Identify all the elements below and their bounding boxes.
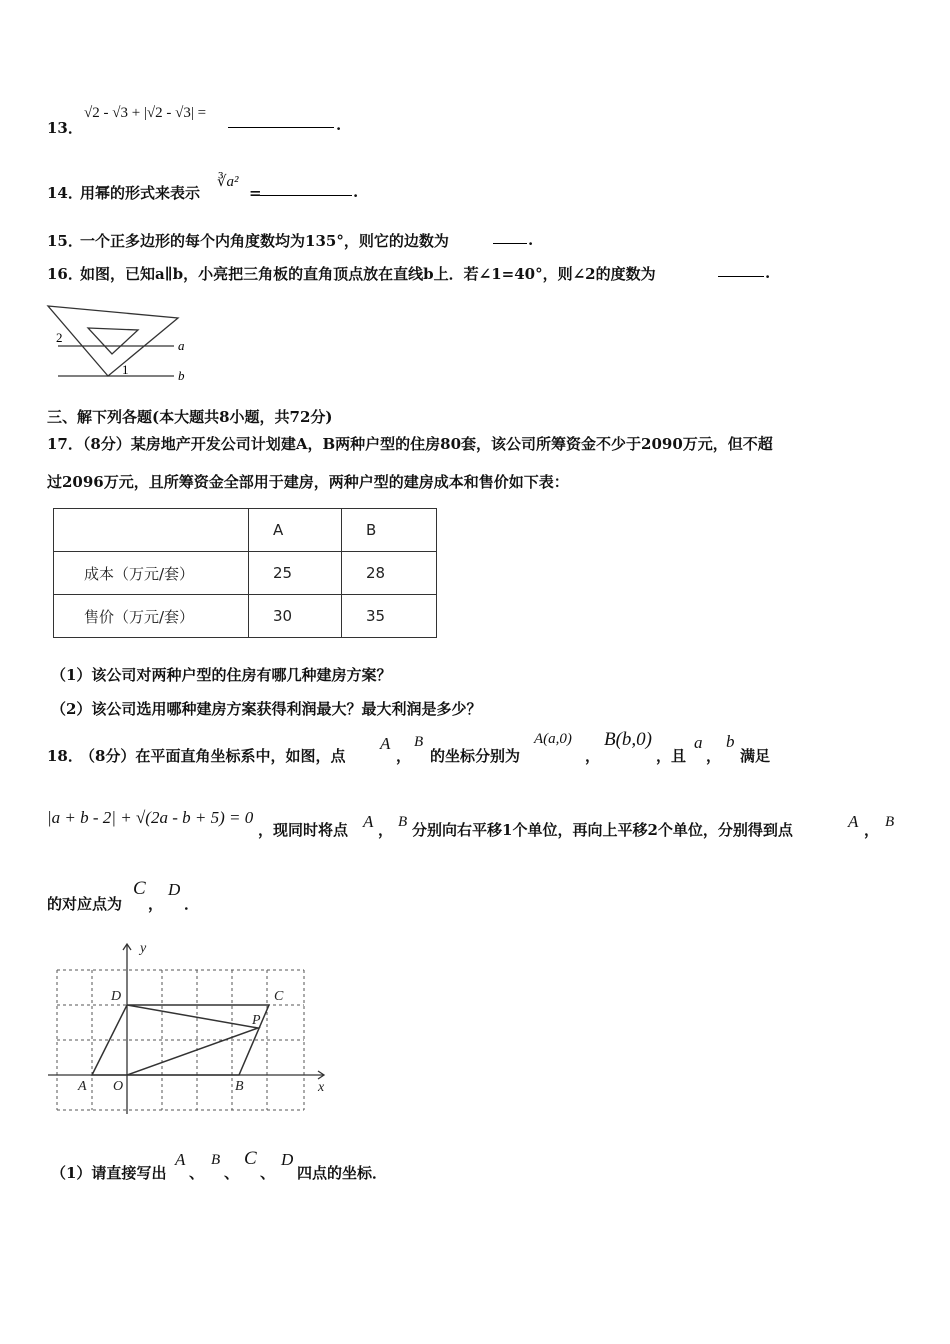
table-cell: 成本（万元/套） — [54, 552, 249, 595]
table-cell: 28 — [342, 552, 437, 595]
variable-b: b — [726, 732, 735, 751]
table-cell: 35 — [342, 595, 437, 638]
point-a-coordinate: A(a,0) — [534, 731, 572, 747]
point-b-symbol: B — [211, 1152, 221, 1168]
question-14-text: 用幂的形式来表示 — [80, 184, 201, 202]
question-18-text-1: （8分）在平面直角坐标系中，如图，点 — [80, 747, 346, 765]
point-a-symbol: A — [380, 734, 391, 753]
question-17-line-2: 过2096万元，且所筹资金全部用于建房，两种户型的建房成本和售价如下表： — [47, 473, 569, 491]
table-row-cost — [54, 552, 437, 595]
point-b-symbol: B — [414, 734, 424, 750]
question-18-text-2: 的坐标分别为 — [430, 747, 521, 765]
section-3-heading: 三、解下列各题(本大题共8小题，共72分) — [47, 408, 333, 426]
question-14-number: 14． — [47, 184, 83, 202]
question-15-number: 15． — [47, 232, 83, 250]
comma: ， — [706, 747, 722, 765]
table-header-b: B — [342, 509, 437, 552]
question-16-text: 如图，已知a∥b，小亮把三角板的直角顶点放在直线b上．若∠1=40°，则∠2的度数为 — [80, 265, 656, 283]
question-18-text-5: ，现同时将点 — [258, 821, 349, 839]
angle-2-label: 2 — [56, 330, 63, 345]
x-axis-label: x — [318, 1080, 325, 1095]
point-d-symbol: D — [168, 880, 181, 899]
point-c-label: C — [274, 989, 284, 1004]
table-header-row — [54, 509, 437, 552]
origin-label: O — [113, 1079, 124, 1094]
point-a-symbol: A — [175, 1150, 186, 1169]
question-14-radical: ∛a² — [217, 174, 239, 190]
comma: ， — [378, 821, 394, 839]
question-13-expression: √2 - √3 + |√2 - √3| = — [84, 105, 207, 121]
point-b-coordinate: B(b,0) — [604, 729, 653, 750]
question-16-end: . — [765, 264, 771, 282]
point-p-label: P — [252, 1013, 261, 1028]
dashed-grid — [57, 970, 304, 1110]
line-b-label: b — [178, 368, 185, 383]
point-a-symbol: A — [363, 812, 374, 831]
question-16-answer-blank[interactable] — [718, 262, 764, 281]
figure-18-coordinate-grid — [44, 934, 334, 1119]
set-square-outer — [48, 306, 178, 376]
separator: 、 — [224, 1164, 240, 1182]
question-18-sub-1-end: 四点的坐标． — [297, 1164, 388, 1182]
question-18-text-6: 分别向右平移1个单位，再向上平移2个单位，分别得到点 — [412, 821, 793, 839]
question-15-end: . — [528, 231, 534, 249]
question-13-end: . — [336, 116, 342, 134]
question-17-line-1: 17．（8分）某房地产开发公司计划建A，B两种户型的住房80套，该公司所筹资金不少于2090万元，但不超 — [47, 435, 773, 453]
question-13-answer-blank[interactable] — [228, 113, 334, 132]
point-b-label: B — [235, 1079, 244, 1094]
question-18-text-7: 的对应点为 — [47, 895, 123, 913]
question-14-answer-blank[interactable] — [260, 181, 352, 200]
point-b-symbol: B — [398, 814, 408, 830]
point-c-symbol: C — [133, 878, 146, 899]
variable-a: a — [694, 733, 703, 752]
comma: ， — [148, 895, 164, 913]
question-17-sub-2: （2）该公司选用哪种建房方案获得利润最大？最大利润是多少？ — [51, 700, 482, 718]
question-15-answer-blank[interactable] — [493, 229, 527, 248]
point-b-symbol: B — [885, 814, 895, 830]
cost-price-table — [53, 508, 437, 638]
table-cell: 30 — [249, 595, 342, 638]
period: ． — [184, 895, 200, 913]
question-14-equals: = — [249, 184, 262, 202]
line-a-label: a — [178, 338, 185, 353]
question-18-sub-1-text: （1）请直接写出 — [51, 1164, 167, 1182]
angle-1-label: 1 — [122, 362, 129, 377]
point-c-symbol: C — [244, 1148, 257, 1169]
y-axis-label: y — [140, 941, 147, 956]
separator: 、 — [189, 1164, 205, 1182]
point-d-symbol: D — [281, 1150, 294, 1169]
table-cell: 25 — [249, 552, 342, 595]
condition-equation: |a + b - 2| + √(2a - b + 5) = 0 — [47, 808, 254, 827]
table-cell: 售价（万元/套） — [54, 595, 249, 638]
point-d-label: D — [111, 989, 122, 1004]
set-square-inner — [88, 328, 138, 354]
point-a-symbol: A — [848, 812, 859, 831]
table-header-a: A — [249, 509, 342, 552]
comma: ， — [864, 821, 880, 839]
question-13-number: 13． — [47, 119, 83, 137]
table-cell — [54, 509, 249, 552]
separator: 、 — [260, 1164, 276, 1182]
figure-16-triangle-parallel-lines — [44, 300, 204, 390]
question-18-number: 18． — [47, 747, 83, 765]
table-row-price — [54, 595, 437, 638]
question-16-number: 16． — [47, 265, 83, 283]
comma: ， — [396, 747, 412, 765]
question-18-text-4: 满足 — [740, 747, 771, 765]
question-14-end: . — [353, 183, 359, 201]
question-17-sub-1: （1）该公司对两种户型的住房有哪几种建房方案？ — [51, 666, 392, 684]
point-a-label: A — [78, 1079, 87, 1094]
comma: ， — [585, 747, 601, 765]
question-18-text-3: ，且 — [656, 747, 687, 765]
question-15-text: 一个正多边形的每个内角度数均为135°，则它的边数为 — [80, 232, 449, 250]
